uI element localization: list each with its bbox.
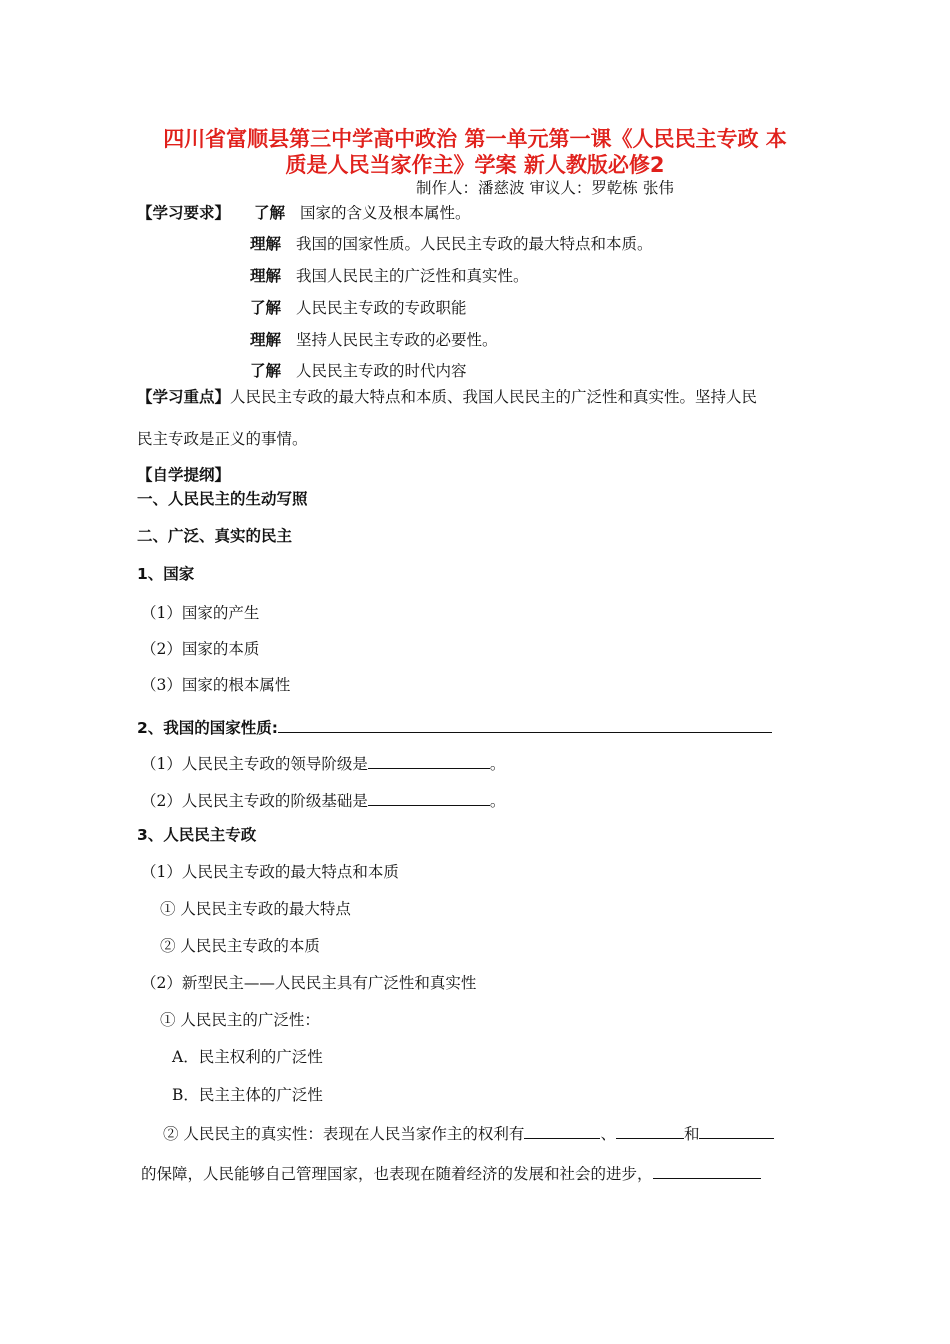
outline-item-continuation — [141, 1162, 761, 1184]
author-credits: 制作人：潘慈波 审议人：罗乾栋 张伟 — [416, 179, 674, 197]
outline-item: （2）新型民主——人民民主具有广泛性和真实性 — [141, 974, 477, 992]
subsection-heading — [137, 716, 772, 738]
requirement-item — [250, 330, 498, 350]
subsection-heading: 3、人民民主专政 — [137, 826, 257, 844]
outline-item-text: （2）人民民主专政的阶级基础是 — [141, 792, 368, 810]
requirement-verb: 了解 — [254, 204, 286, 222]
fill-in-blank[interactable] — [699, 1122, 774, 1139]
document-title-line-1: 四川省富顺县第三中学高中政治 第一单元第一课《人民民主专政 本 — [163, 127, 787, 151]
requirement-text: 人民民主专政的专政职能 — [296, 299, 467, 317]
subsection-heading-text: 2、我国的国家性质: — [137, 719, 278, 737]
outline-item: ① 人民民主的广泛性： — [160, 1011, 320, 1029]
requirement-verb: 理解 — [250, 331, 282, 349]
outline-item: （2）国家的本质 — [141, 640, 260, 658]
requirement-text: 人民民主专政的时代内容 — [296, 362, 467, 380]
outline-item-text: （1）人民民主专政的领导阶级是 — [141, 755, 368, 773]
fill-in-blank[interactable] — [368, 752, 490, 769]
requirement-text: 国家的含义及根本属性。 — [300, 204, 471, 222]
requirements-label: 【学习要求】 — [137, 204, 231, 222]
outline-item — [141, 789, 505, 811]
requirement-text: 坚持人民民主专政的必要性。 — [296, 331, 498, 349]
section-heading: 一、人民民主的生动写照 — [137, 490, 308, 508]
focus-line-2: 民主专政是正义的事情。 — [137, 430, 308, 448]
outline-item: （3）国家的根本属性 — [141, 676, 291, 694]
requirement-text: 我国人民民主的广泛性和真实性。 — [296, 267, 529, 285]
outline-item: A．民主权利的广泛性 — [172, 1048, 323, 1066]
requirement-item — [250, 361, 467, 381]
fill-in-blank[interactable] — [616, 1122, 684, 1139]
outline-item-text: ② 人民民主的真实性：表现在人民当家作主的权利有 — [163, 1125, 525, 1143]
requirement-verb: 了解 — [250, 299, 282, 317]
outline-item: （1）人民民主专政的最大特点和本质 — [141, 863, 399, 881]
requirement-item — [250, 266, 529, 286]
outline-label: 【自学提纲】 — [137, 466, 231, 484]
document-title-line-2: 质是人民当家作主》学案 新人教版必修2 — [285, 153, 665, 177]
section-heading: 二、广泛、真实的民主 — [137, 527, 293, 545]
punctuation: 。 — [489, 755, 506, 773]
outline-item-text: 的保障，人民能够自己管理国家，也表现在随着经济的发展和社会的进步， — [141, 1165, 653, 1183]
subsection-heading: 1、国家 — [137, 565, 195, 583]
conjunction: 和 — [683, 1125, 700, 1143]
outline-item — [141, 752, 505, 774]
outline-item: ② 人民民主专政的本质 — [160, 937, 320, 955]
punctuation: 、 — [600, 1125, 616, 1143]
requirement-verb: 理解 — [250, 235, 282, 253]
requirement-item — [254, 203, 471, 223]
focus-label: 【学习重点】 — [137, 388, 231, 406]
fill-in-blank[interactable] — [278, 716, 772, 733]
fill-in-blank[interactable] — [653, 1162, 761, 1179]
outline-item: （1）国家的产生 — [141, 604, 260, 622]
requirement-item — [250, 234, 653, 254]
requirement-verb: 了解 — [250, 362, 282, 380]
fill-in-blank[interactable] — [368, 789, 490, 806]
outline-item: ① 人民民主专政的最大特点 — [160, 900, 351, 918]
punctuation: 。 — [489, 792, 506, 810]
outline-item: B．民主主体的广泛性 — [172, 1086, 323, 1104]
focus-text: 人民民主专政的最大特点和本质、我国人民民主的广泛性和真实性。坚持人民 — [230, 388, 758, 406]
focus-line-1 — [137, 387, 757, 407]
requirement-text: 我国的国家性质。人民民主专政的最大特点和本质。 — [296, 235, 653, 253]
requirement-item — [250, 298, 467, 318]
requirement-verb: 理解 — [250, 267, 282, 285]
outline-item — [163, 1122, 774, 1144]
fill-in-blank[interactable] — [524, 1122, 600, 1139]
